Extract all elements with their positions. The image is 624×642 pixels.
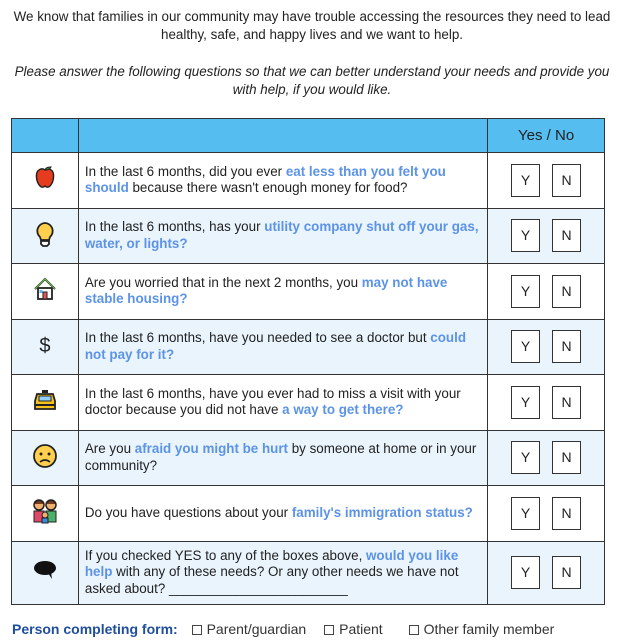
option-label: Patient [339,621,383,637]
no-checkbox[interactable]: N [552,275,581,308]
yes-no-cell [488,264,605,320]
icon-cell [12,264,79,320]
yes-no-cell [488,541,605,604]
taxi-icon [31,401,59,416]
table-row [12,486,605,542]
yes-checkbox[interactable]: Y [511,386,540,419]
checkbox[interactable] [192,625,202,635]
question-text: because there wasn't enough money for food? [128,180,408,196]
option-patient[interactable] [324,621,383,637]
question-text: Are you [84,441,135,457]
question-text: with any of these needs? Or any other needs we have not asked about? ________________________ [84,564,459,596]
table-row [12,153,605,209]
checkbox[interactable] [409,625,419,635]
question-text: Do you have questions about your [84,505,292,520]
table-row [12,208,605,264]
question-emphasis: could not pay for it? [84,330,467,362]
icon-column-header [12,119,79,153]
question [78,153,487,209]
question [78,430,487,486]
checkbox[interactable] [324,625,334,635]
icon-cell [12,208,79,264]
table-row [12,319,605,375]
icon-cell [12,430,79,486]
yes-checkbox[interactable]: Y [511,275,540,308]
no-checkbox[interactable]: N [552,556,581,589]
yes-checkbox[interactable]: Y [511,556,540,589]
instructions-text: Please answer the following questions so that we can better understand your needs and provide you with help, if you would like. [14,64,610,97]
no-checkbox[interactable]: N [552,164,581,197]
option-parent-guardian[interactable] [192,621,307,637]
intro-text: We know that families in our community may have trouble accessing the resources they need to lead healthy, safe, and happy lives and we want to help. [13,9,611,42]
yes-checkbox[interactable]: Y [511,441,540,474]
no-checkbox[interactable]: N [552,386,581,419]
worried-face-icon [32,457,58,472]
speech-bubble-icon [32,569,58,584]
question-text: In the last 6 months, have you needed to see a doctor but [84,330,431,346]
table-header [12,119,605,153]
family-icon [31,512,59,527]
no-checkbox[interactable]: N [552,219,581,252]
yes-checkbox[interactable]: Y [511,164,540,197]
yes-no-cell [488,208,605,264]
question-emphasis: family's immigration status? [291,505,473,520]
icon-cell [12,153,79,209]
yes-no-cell [488,375,605,431]
question-emphasis: utility company shut off your gas, water, or lights? [84,219,479,251]
apple-icon [32,179,58,194]
icon-cell [12,541,79,604]
yes-checkbox[interactable]: Y [511,219,540,252]
question-column-header [78,119,487,153]
question-text: by someone at home or in your community? [84,441,477,473]
question [78,208,487,264]
question-text: Are you worried that in the next 2 months, you [84,274,362,290]
house-icon [32,290,58,305]
question-text: In the last 6 months, did you ever [84,163,286,179]
question [78,319,487,375]
question [78,375,487,431]
no-checkbox[interactable]: N [552,441,581,474]
yes-no-cell [488,430,605,486]
yes-checkbox[interactable]: Y [511,497,540,530]
question [78,486,487,542]
question [78,541,487,604]
icon-cell [12,319,79,375]
dollar-icon: $ [39,334,51,357]
yes-no-cell [488,153,605,209]
option-label: Other family member [423,621,555,637]
yes-no-cell [488,486,605,542]
person-completing-label: Person completing form: [12,621,178,637]
question-emphasis: would you like help [84,547,459,580]
question-emphasis: afraid you might be hurt [134,441,289,457]
yes-checkbox[interactable]: Y [511,330,540,363]
question-emphasis: may not have stable housing? [84,274,448,307]
option-label: Parent/guardian [206,621,307,637]
question-text: In the last 6 months, have you ever had to miss a visit with your doctor because you did not have [84,385,461,418]
icon-cell [12,375,79,431]
question-emphasis: eat less than you felt you should [84,163,446,196]
icon-cell [12,486,79,542]
person-completing-form [12,621,568,637]
question-text: If you checked YES to any of the boxes above, [84,547,367,563]
no-checkbox[interactable]: N [552,497,581,530]
question-text: In the last 6 months, has your [84,219,265,235]
lightbulb-icon [34,235,56,250]
question-emphasis: a way to get there? [282,402,404,418]
option-other-family-member[interactable] [409,621,555,637]
question [78,264,487,320]
table-row [12,375,605,431]
screening-table [11,118,605,605]
table-row [12,541,605,604]
yes-no-header: Yes / No [488,119,605,153]
yes-no-cell [488,319,605,375]
table-row [12,430,605,486]
table-row [12,264,605,320]
no-checkbox[interactable]: N [552,330,581,363]
